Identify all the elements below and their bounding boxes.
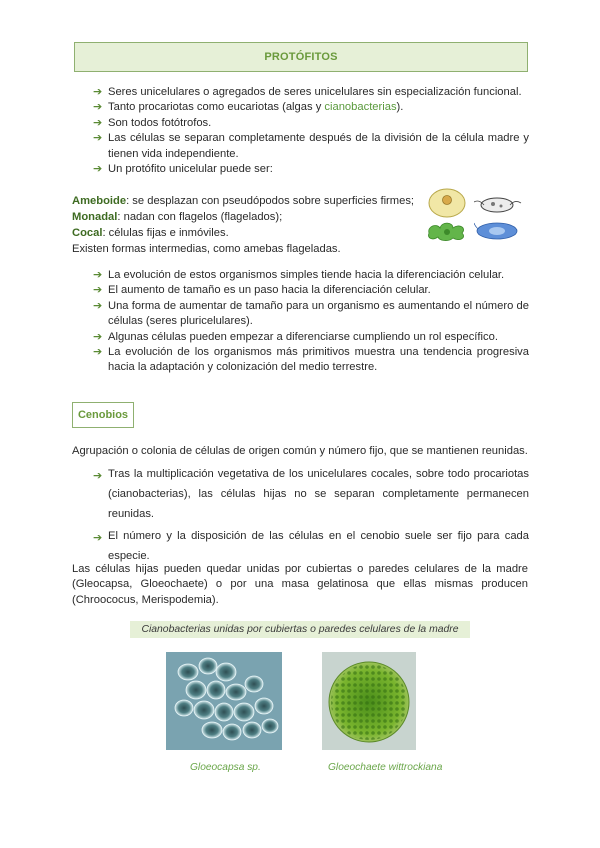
arrow-icon: ➔: [93, 101, 103, 114]
arrow-icon: ➔: [93, 163, 103, 176]
list-item: ➔ Tras la multiplicación vegetativa de los unicelulares cocales, sobre todo procariotas (cianobacterias), las células hijas no se separan completamente permanecen reunidas.: [93, 468, 529, 520]
page-title-box: [74, 42, 528, 72]
list-item: ➔ La evolución de estos organismos simples tiende hacia la diferenciación celular.: [93, 268, 529, 283]
list-item: ➔ Las células se separan completamente después de la división de la célula madre y tienen vida independiente.: [93, 132, 529, 160]
list-item: ➔ Seres unicelulares o agregados de seres unicelulares sin especialización funcional.: [93, 85, 529, 100]
list-item: ➔ Son todos fotótrofos.: [93, 116, 529, 131]
list-item: ➔ La evolución de los organismos más primitivos muestra una tendencia progresiva hacia la adaptación y colonización del medio terrestre.: [93, 346, 529, 374]
arrow-icon: ➔: [93, 269, 103, 281]
figure-caption-box: [130, 621, 470, 638]
intermediate-forms: Existen formas intermedias, como amebas flageladas.: [72, 243, 341, 255]
cocal-cell-illustration: [425, 186, 470, 220]
list-item: ➔ Una forma de aumentar de tamaño para un organismo es aumentando el número de células (seres pluricelulares).: [93, 299, 529, 328]
arrow-icon: ➔: [93, 132, 103, 145]
arrow-icon: ➔: [93, 532, 103, 544]
evolution-bullet-list: [93, 268, 529, 376]
arrow-icon: ➔: [93, 86, 103, 98]
page-title: PROTÓFITOS: [264, 51, 338, 63]
intro-bullet-list: [93, 85, 529, 177]
protophyte-types: [72, 193, 422, 257]
cenobio-definition: Agrupación o colonia de células de origen común y número fijo, que se mantienen reunidas.: [72, 445, 528, 457]
type-monadal: Monadal: nadan con flagelos (flagelados);: [72, 211, 283, 223]
flagellate-cell-illustration: [474, 194, 522, 216]
list-item: ➔ Un protófito unicelular puede ser:: [93, 162, 529, 177]
type-cocal: Cocal: células fijas e inmóviles.: [72, 227, 229, 239]
section-title-box: [72, 402, 134, 428]
arrow-icon: ➔: [93, 346, 103, 359]
arrow-icon: ➔: [93, 116, 103, 129]
section-title: Cenobios: [77, 409, 129, 421]
list-item: ➔ Algunas células pueden empezar a diferenciarse cumpliendo un rol específico.: [93, 330, 529, 345]
list-item: ➔ El número y la disposición de las células en el cenobio suele ser fijo para cada especie.: [93, 530, 529, 562]
highlight-term: cianobacterias: [324, 101, 397, 114]
gloeochaete-label: Gloeochaete wittrockiana: [328, 762, 443, 773]
gloeocapsa-micrograph: [166, 652, 282, 750]
arrow-icon: ➔: [93, 470, 103, 482]
list-item: ➔ Tanto procariotas como eucariotas (algas y cianobacterias).: [93, 100, 529, 115]
type-ameboide: Ameboide: se desplazan con pseudópodos sobre superficies firmes;: [72, 195, 415, 207]
gloeochaete-micrograph: [322, 652, 416, 750]
cover-paragraph: Las células hijas pueden quedar unidas por cubiertas o paredes celulares de la madre (Gleocapsa, Gloeochaete) o por una masa gelatinosa que ellas mismas producen (Chroococus, Merispodemia).: [72, 563, 528, 606]
cenobio-bullet-list: [93, 464, 529, 566]
arrow-icon: ➔: [93, 284, 103, 297]
ameboid-cell-illustration: [425, 220, 469, 242]
list-item: ➔ El aumento de tamaño es un paso hacia la diferenciación celular.: [93, 283, 529, 298]
figure-caption: Cianobacterias unidas por cubiertas o paredes celulares de la madre: [141, 624, 459, 635]
arrow-icon: ➔: [93, 330, 103, 343]
gloeocapsa-label: Gloeocapsa sp.: [190, 762, 261, 773]
blue-flagellate-illustration: [474, 221, 520, 241]
arrow-icon: ➔: [93, 299, 103, 312]
